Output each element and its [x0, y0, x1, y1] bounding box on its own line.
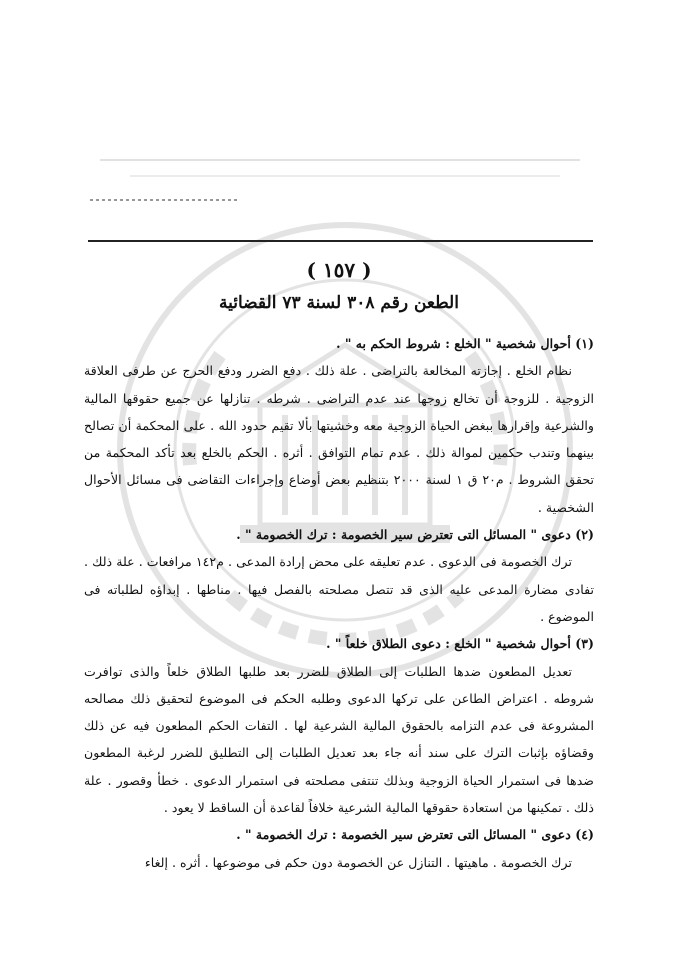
header-rule — [88, 240, 593, 242]
faded-header-strip — [90, 148, 590, 208]
section-text: تعديل المطعون ضدها الطلبات إلى الطلاق للضرر بعد طلبها الطلاق خلعاً والذى توافرت شروطه . اعتراض الطاعن على تركها الدعوى وطلبه الحكم فى الموضوع لتحقيق ذلك مصالحه المشروعة فى عدم التزامه بالحقوق المالية الشرعية لها . التفات الحكم المطعون فيه عن ذلك وقضاؤه بإثبات الترك على سند أنه جاء بعد تعديل الطلبات إلى التطليق للضرر لرغبة المطعون ضدها فى استمرار الحياة الزوجية وبذلك تنتفى مصلحته فى استمرار الدعوى . خطأ وقصور . علة ذلك . تمكينها من استعادة حقوقها المالية الشرعية خلافاً لقاعدة أن الساقط لا يعود . — [84, 663, 594, 816]
section-text: ترك الخصومة فى الدعوى . عدم تعليقه على محض إرادة المدعى . م١٤٢ مرافعات . علة ذلك . تفادى مضارة المدعى عليه الذى قد تتصل مصلحته بالفصل فيها . مناطها . إبداؤه لطلباته فى الموضوع . — [84, 554, 594, 624]
case-number: ( ١٥٧ ) — [306, 258, 372, 282]
case-title: الطعن رقم ٣٠٨ لسنة ٧٣ القضائية — [219, 293, 459, 313]
judgment-body — [84, 330, 594, 876]
section-heading: (١) أحوال شخصية " الخلع : شروط الحكم به " . — [336, 336, 594, 351]
section-text: ترك الخصومة . ماهيتها . التنازل عن الخصومة دون حكم فى موضوعها . أثره . إلغاء — [144, 854, 572, 870]
section-heading: (٤) دعوى " المسائل التى تعترض سير الخصومة : ترك الخصومة " . — [236, 827, 594, 843]
section-heading: (٣) أحوال شخصية " الخلع : دعوى الطلاق خلعاً " . — [326, 636, 594, 652]
section-heading: (٢) دعوى " المسائل التى تعترض سير الخصومة : ترك الخصومة " . — [236, 527, 594, 543]
section-text: نظام الخلع . إجازته المخالعة بالتراضى . علة ذلك . دفع الضرر ودفع الحرج عن طرفى العلاقة الزوجية . للزوجة أن تخالع زوجها عند عدم التراضى . شرطه . تنازلها عن جميع حقوقها المالية والشرعية وإقرارها ببغض الحياة الزوجية معه وخشيتها بألا تقيم حدود الله . على المحكمة أن تصالح بينهما وتندب حكمين لموالة ذلك . عدم تمام التوافق . أثره . الحكم بالخلع بعد تأكد المحكمة من تحقق الشروط . م٢٠ ق ١ لسنة ٢٠٠٠ بتنظيم بعض أوضاع وإجراءات التقاضى فى مسائل الأحوال الشخصية . — [84, 363, 595, 515]
